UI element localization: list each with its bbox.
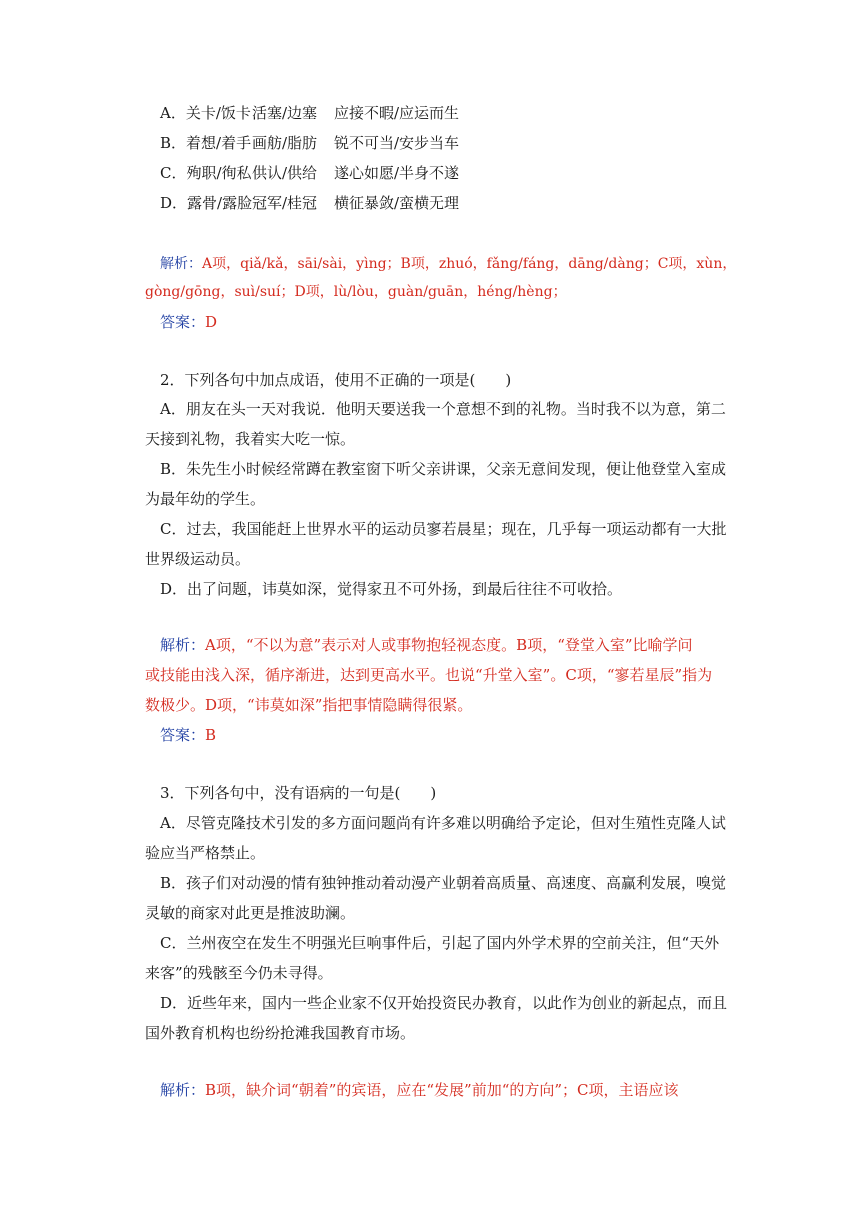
q1-analysis-line-1: 解析：A项，qiǎ/kǎ，sāi/sài，yìng；B项，zhuó，fǎng/fáng，dāng/dàng；C项，xùn，	[160, 256, 737, 272]
q3-option-d-line-1: D．近些年来，国内一些企业家不仅开始投资民办教育，以此作为创业的新起点，而且	[160, 994, 728, 1012]
q3-option-b-line-2: 灵敏的商家对此更是推波助澜。	[145, 904, 356, 922]
q3-option-a-line-1: A．尽管克隆技术引发的多方面问题尚有许多难以明确给予定论，但对生殖性克隆人试	[160, 814, 726, 832]
q3-analysis-line-1: 解析：B项，缺介词“朝着”的宾语，应在“发展”前加“的方向”；C项，主语应该	[160, 1081, 679, 1099]
q3-option-b-line-1: B．孩子们对动漫的情有独钟推动着动漫产业朝着高质量、高速度、高赢利发展，嗅觉	[160, 874, 727, 892]
q3-option-d-line-2: 国外教育机构也纷纷抢滩我国教育市场。	[145, 1024, 416, 1042]
q1-option-a: A．关卡/饭卡活塞/边塞 应接不暇/应运而生	[160, 104, 460, 122]
q3-stem: 3．下列各句中，没有语病的一句是( )	[160, 784, 437, 802]
q1-option-c: C．殉职/徇私供认/供给 遂心如愿/半身不遂	[160, 164, 460, 182]
q3-option-c-line-1: C．兰州夜空在发生不明强光巨响事件后，引起了国内外学术界的空前关注，但“天外	[160, 934, 720, 952]
q2-analysis-line-2: 或技能由浅入深，循序渐进，达到更高水平。也说“升堂入室”。C项，“寥若星辰”指为	[145, 666, 713, 684]
q2-option-a-line-2: 天接到礼物，我着实大吃一惊。	[145, 430, 356, 448]
q2-analysis-line-3: 数极少。D项，“讳莫如深”指把事情隐瞒得很紧。	[145, 696, 473, 714]
q3-option-a-line-2: 验应当严格禁止。	[145, 844, 266, 862]
q2-option-b-line-1: B．朱先生小时候经常蹲在教室窗下听父亲讲课，父亲无意间发现，便让他登堂入室成	[160, 460, 727, 478]
q2-answer: 答案：B	[160, 726, 217, 744]
q1-option-d: D．露骨/露脸冠军/桂冠 横征暴敛/蛮横无理	[160, 194, 460, 212]
q3-option-c-line-2: 来客”的残骸至今仍未寻得。	[145, 964, 333, 982]
q2-option-b-line-2: 为最年幼的学生。	[145, 490, 266, 508]
q2-option-a-line-1: A．朋友在头一天对我说．他明天要送我一个意想不到的礼物。当时我不以为意，第二	[160, 400, 726, 418]
q1-answer: 答案：D	[160, 313, 218, 331]
q2-analysis-line-1: 解析：A项，“不以为意”表示对人或事物抱轻视态度。B项，“登堂入室”比喻学问	[160, 636, 693, 654]
q2-stem: 2．下列各句中加点成语，使用不正确的一项是( )	[160, 371, 512, 389]
q1-analysis-line-2: gòng/gōng，suì/suí；D项，lù/lòu，guàn/guān，héng/hèng；	[145, 284, 567, 300]
q2-option-c-line-1: C．过去，我国能赶上世界水平的运动员寥若晨星；现在，几乎每一项运动都有一大批	[160, 520, 727, 538]
q1-option-b: B．着想/着手画舫/脂肪 锐不可当/安步当车	[160, 134, 460, 152]
q2-option-d: D．出了问题，讳莫如深，觉得家丑不可外扬，到最后往往不可收拾。	[160, 580, 623, 598]
q2-option-c-line-2: 世界级运动员。	[145, 550, 251, 568]
